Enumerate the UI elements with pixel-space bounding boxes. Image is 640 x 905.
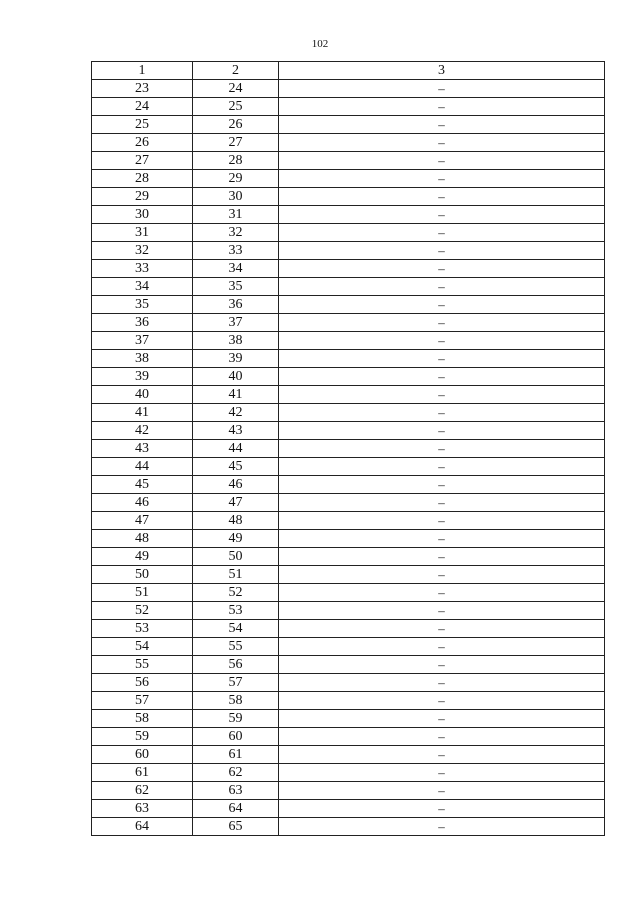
table-cell-col-2: 63 — [193, 782, 279, 800]
table-cell-col-2: 58 — [193, 692, 279, 710]
table-cell-col-1: 44 — [92, 458, 193, 476]
table-cell-col-3: – — [279, 620, 605, 638]
table-cell-col-1: 51 — [92, 584, 193, 602]
table-row — [92, 206, 605, 224]
table-cell-col-2: 42 — [193, 404, 279, 422]
table-cell-col-2: 41 — [193, 386, 279, 404]
table-cell-col-3: – — [279, 440, 605, 458]
table-cell-col-2: 49 — [193, 530, 279, 548]
table-cell-col-2: 56 — [193, 656, 279, 674]
table-row — [92, 440, 605, 458]
table-cell-col-1: 53 — [92, 620, 193, 638]
table-cell-col-1: 23 — [92, 80, 193, 98]
table-cell-col-2: 60 — [193, 728, 279, 746]
table-row — [92, 584, 605, 602]
table-cell-col-2: 51 — [193, 566, 279, 584]
table-cell-col-2: 26 — [193, 116, 279, 134]
table-cell-col-1: 41 — [92, 404, 193, 422]
table-row — [92, 224, 605, 242]
table-row — [92, 368, 605, 386]
table-cell-col-2: 59 — [193, 710, 279, 728]
table-cell-col-2: 61 — [193, 746, 279, 764]
table-cell-col-2: 28 — [193, 152, 279, 170]
table-cell-col-1: 58 — [92, 710, 193, 728]
table-row — [92, 800, 605, 818]
table-cell-col-2: 57 — [193, 674, 279, 692]
table-cell-col-2: 29 — [193, 170, 279, 188]
table-header — [92, 62, 605, 80]
table-cell-col-2: 38 — [193, 332, 279, 350]
table-cell-col-1: 48 — [92, 530, 193, 548]
table-cell-col-3: – — [279, 530, 605, 548]
table-cell-col-2: 48 — [193, 512, 279, 530]
table-cell-col-2: 52 — [193, 584, 279, 602]
table-row — [92, 386, 605, 404]
table-cell-col-3: – — [279, 368, 605, 386]
table-cell-col-1: 29 — [92, 188, 193, 206]
table-row — [92, 620, 605, 638]
table-cell-col-2: 44 — [193, 440, 279, 458]
table-cell-col-1: 32 — [92, 242, 193, 260]
table-row — [92, 476, 605, 494]
table-cell-col-1: 40 — [92, 386, 193, 404]
table-cell-col-1: 33 — [92, 260, 193, 278]
table-row — [92, 818, 605, 836]
table-cell-col-3: – — [279, 404, 605, 422]
table-cell-col-3: – — [279, 278, 605, 296]
table-cell-col-3: – — [279, 314, 605, 332]
table-cell-col-1: 26 — [92, 134, 193, 152]
table-cell-col-2: 30 — [193, 188, 279, 206]
table-cell-col-3: – — [279, 422, 605, 440]
table-cell-col-1: 50 — [92, 566, 193, 584]
table-row — [92, 692, 605, 710]
table-cell-col-1: 34 — [92, 278, 193, 296]
table-row — [92, 242, 605, 260]
table-row — [92, 656, 605, 674]
table-cell-col-1: 24 — [92, 98, 193, 116]
table-row — [92, 638, 605, 656]
table-row — [92, 674, 605, 692]
table-header-row — [92, 62, 605, 80]
table-row — [92, 530, 605, 548]
table-cell-col-3: – — [279, 746, 605, 764]
table-cell-col-2: 46 — [193, 476, 279, 494]
table-cell-col-3: – — [279, 386, 605, 404]
table-cell-col-1: 56 — [92, 674, 193, 692]
table-cell-col-2: 33 — [193, 242, 279, 260]
table-cell-col-3: – — [279, 170, 605, 188]
table-cell-col-2: 47 — [193, 494, 279, 512]
table-row — [92, 458, 605, 476]
table-cell-col-1: 59 — [92, 728, 193, 746]
column-header-2: 2 — [193, 62, 279, 80]
table-cell-col-3: – — [279, 188, 605, 206]
table-cell-col-3: – — [279, 476, 605, 494]
table-cell-col-3: – — [279, 692, 605, 710]
table-row — [92, 134, 605, 152]
table-cell-col-1: 54 — [92, 638, 193, 656]
table-cell-col-3: – — [279, 674, 605, 692]
table-cell-col-2: 25 — [193, 98, 279, 116]
table-cell-col-2: 40 — [193, 368, 279, 386]
table-row — [92, 728, 605, 746]
table-cell-col-3: – — [279, 728, 605, 746]
table-cell-col-2: 32 — [193, 224, 279, 242]
table-cell-col-3: – — [279, 206, 605, 224]
table-cell-col-1: 37 — [92, 332, 193, 350]
table-cell-col-1: 61 — [92, 764, 193, 782]
table-row — [92, 512, 605, 530]
table-cell-col-3: – — [279, 494, 605, 512]
table-cell-col-1: 25 — [92, 116, 193, 134]
table-row — [92, 314, 605, 332]
table-cell-col-3: – — [279, 512, 605, 530]
table-cell-col-1: 35 — [92, 296, 193, 314]
table-cell-col-2: 36 — [193, 296, 279, 314]
table-cell-col-3: – — [279, 134, 605, 152]
table-cell-col-2: 54 — [193, 620, 279, 638]
table-cell-col-1: 52 — [92, 602, 193, 620]
table-cell-col-3: – — [279, 332, 605, 350]
table-row — [92, 260, 605, 278]
table-cell-col-2: 37 — [193, 314, 279, 332]
table-cell-col-1: 46 — [92, 494, 193, 512]
table-cell-col-1: 42 — [92, 422, 193, 440]
table-cell-col-2: 50 — [193, 548, 279, 566]
table-cell-col-2: 27 — [193, 134, 279, 152]
table-cell-col-3: – — [279, 350, 605, 368]
table-row — [92, 98, 605, 116]
table-cell-col-2: 62 — [193, 764, 279, 782]
table-cell-col-1: 27 — [92, 152, 193, 170]
table-cell-col-1: 43 — [92, 440, 193, 458]
table-cell-col-3: – — [279, 638, 605, 656]
table-cell-col-3: – — [279, 548, 605, 566]
table-row — [92, 296, 605, 314]
table-cell-col-2: 31 — [193, 206, 279, 224]
table-cell-col-1: 45 — [92, 476, 193, 494]
table-cell-col-1: 36 — [92, 314, 193, 332]
table-cell-col-3: – — [279, 152, 605, 170]
table-cell-col-1: 57 — [92, 692, 193, 710]
table-cell-col-2: 24 — [193, 80, 279, 98]
table-cell-col-3: – — [279, 296, 605, 314]
table-row — [92, 602, 605, 620]
table-row — [92, 422, 605, 440]
table-cell-col-1: 39 — [92, 368, 193, 386]
table-cell-col-3: – — [279, 80, 605, 98]
table-row — [92, 710, 605, 728]
table-cell-col-2: 43 — [193, 422, 279, 440]
table-cell-col-1: 28 — [92, 170, 193, 188]
table-cell-col-3: – — [279, 584, 605, 602]
table-row — [92, 764, 605, 782]
table-row — [92, 278, 605, 296]
table-cell-col-1: 47 — [92, 512, 193, 530]
table-cell-col-2: 35 — [193, 278, 279, 296]
table-row — [92, 746, 605, 764]
table-cell-col-3: – — [279, 782, 605, 800]
table-row — [92, 152, 605, 170]
table-row — [92, 116, 605, 134]
page-number: 102 — [311, 38, 329, 50]
table-cell-col-1: 64 — [92, 818, 193, 836]
table-cell-col-2: 53 — [193, 602, 279, 620]
table-cell-col-2: 45 — [193, 458, 279, 476]
table-cell-col-3: – — [279, 242, 605, 260]
table-cell-col-3: – — [279, 602, 605, 620]
table-cell-col-1: 60 — [92, 746, 193, 764]
table-cell-col-1: 55 — [92, 656, 193, 674]
table-row — [92, 782, 605, 800]
table-row — [92, 566, 605, 584]
table-cell-col-1: 38 — [92, 350, 193, 368]
data-table — [91, 61, 605, 836]
table-row — [92, 350, 605, 368]
table-row — [92, 170, 605, 188]
table-row — [92, 494, 605, 512]
table-row — [92, 188, 605, 206]
table-cell-col-1: 49 — [92, 548, 193, 566]
table-cell-col-3: – — [279, 458, 605, 476]
table-row — [92, 80, 605, 98]
table-cell-col-3: – — [279, 566, 605, 584]
table-cell-col-2: 39 — [193, 350, 279, 368]
table-cell-col-3: – — [279, 800, 605, 818]
table-body — [92, 80, 605, 836]
table-cell-col-1: 63 — [92, 800, 193, 818]
column-header-1: 1 — [92, 62, 193, 80]
table-cell-col-3: – — [279, 98, 605, 116]
table-cell-col-3: – — [279, 710, 605, 728]
table-cell-col-3: – — [279, 656, 605, 674]
table-cell-col-1: 62 — [92, 782, 193, 800]
table-row — [92, 548, 605, 566]
table-cell-col-3: – — [279, 116, 605, 134]
table-cell-col-2: 64 — [193, 800, 279, 818]
table-row — [92, 332, 605, 350]
table-cell-col-3: – — [279, 764, 605, 782]
table-cell-col-3: – — [279, 260, 605, 278]
table-cell-col-2: 55 — [193, 638, 279, 656]
table-cell-col-3: – — [279, 818, 605, 836]
table-cell-col-3: – — [279, 224, 605, 242]
table-cell-col-2: 65 — [193, 818, 279, 836]
column-header-3: 3 — [279, 62, 605, 80]
table-cell-col-2: 34 — [193, 260, 279, 278]
table-cell-col-1: 31 — [92, 224, 193, 242]
table-cell-col-1: 30 — [92, 206, 193, 224]
table-row — [92, 404, 605, 422]
